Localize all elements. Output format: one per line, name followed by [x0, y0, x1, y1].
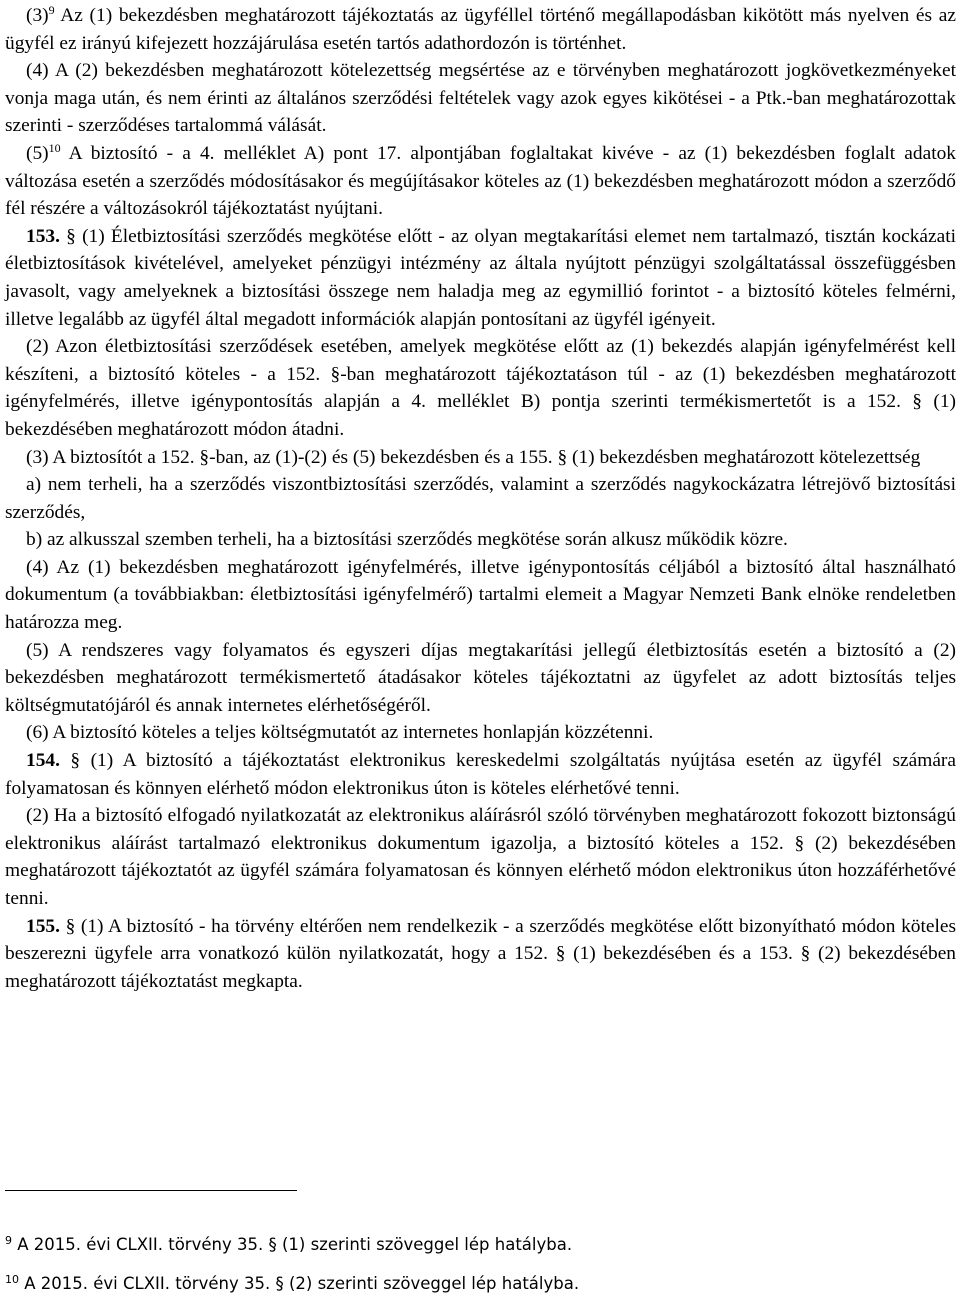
paragraph-text: (3) A biztosítót a 152. §-ban, az (1)-(2) és (5) bekezdésben és a 155. § (1) bekezdésben meghatározott kötelezettség: [26, 446, 921, 468]
paragraph-text: b) az alkusszal szemben terheli, ha a biztosítási szerződés megkötése során alkusz működik közre.: [26, 529, 788, 551]
paragraph-text: (6) A biztosító köteles a teljes költségmutatót az internetes honlapján közzétenni.: [26, 722, 654, 744]
paragraph-text: A biztosító - a 4. melléklet A) pont 17. alpontjában foglaltakat kivéve - az (1) bekezdésben foglalt adatok változása esetén a szerződés módosításakor és megújításakor köteles az (1) bekezdésben meghatározott módon a szerződő fél részére a változásokról tájékoztatást nyújtani.: [5, 142, 956, 220]
document-body: [5, 2, 956, 995]
section-153-paragraph-3: [5, 444, 956, 472]
footnote-mark: 10: [5, 1273, 19, 1286]
footnote-text: A 2015. évi CLXII. törvény 35. § (2) szerinti szöveggel lép hatályba.: [19, 1274, 580, 1293]
footnote-reference-10[interactable]: 10: [48, 140, 61, 155]
paragraph-number: (3): [26, 5, 49, 26]
section-153-paragraph-6: [5, 719, 956, 747]
paragraph-text: § (1) A biztosító - ha törvény eltérően nem rendelkezik - a szerződés megkötése előtt bizonyítható módon köteles beszerezni ügyfele arra vonatkozó külön nyilatkozatát, hogy a 152. § (1) bekezdésében és a 153. § (2) bekezdésében meghatározott tájékoztatást megkapta.: [5, 915, 956, 992]
footnote-10: [5, 1273, 579, 1295]
section-number-155: 155.: [26, 915, 60, 937]
section-153-paragraph-5: [5, 637, 956, 720]
paragraph-4: [5, 57, 956, 140]
section-153-paragraph-4: [5, 554, 956, 637]
paragraph-5-10: [5, 140, 956, 223]
section-155-paragraph-1: [5, 913, 956, 996]
paragraph-text: § (1) Életbiztosítási szerződés megkötése előtt - az olyan megtakarítási elemet nem tartalmazó, tisztán kockázati életbiztosítások kivételével, amelyeket pénzügyi intézmény az általa nyújtott pénzügyi szolgáltatással összefüggésben javasolt, vagy amelyeknek a biztosítási összege nem haladja meg az egymillió forintot - a biztosító köteles felmérni, illetve legalább az ügyfél által megadott információk alapján pontosítani az ügyfél igényeit.: [5, 225, 956, 330]
section-154-paragraph-2: [5, 802, 956, 912]
footnote-text: A 2015. évi CLXII. törvény 35. § (1) szerinti szöveggel lép hatályba.: [12, 1235, 573, 1254]
section-number-153: 153.: [26, 225, 60, 247]
section-number-154: 154.: [26, 750, 60, 772]
footnote-mark: 9: [5, 1234, 12, 1247]
footnote-reference-9[interactable]: 9: [48, 3, 55, 17]
paragraph-text: (4) A (2) bekezdésben meghatározott kötelezettség megsértése az e törvényben meghatározott jogkövetkezményeket vonja maga után, és nem érinti az általános szerződési feltételek vagy azok egyes kikötései - a Ptk.-ban meghatározottak szerinti - szerződéses tartalommá válását.: [5, 60, 956, 137]
footnote-9: [5, 1234, 572, 1256]
paragraph-text: Az (1) bekezdésben meghatározott tájékoztatás az ügyféllel történő megállapodásban kikötött más nyelven és az ügyfél ez irányú kifejezett hozzájárulása esetén tartós adathordozón is történhet.: [5, 5, 956, 54]
footnote-separator: [5, 1190, 297, 1191]
section-154-paragraph-1: [5, 747, 956, 802]
paragraph-3-9: [5, 2, 956, 57]
paragraph-text: (4) Az (1) bekezdésben meghatározott igényfelmérés, illetve igénypontosítás céljából a biztosító által használható dokumentum (a továbbiakban: életbiztosítási igényfelmérő) tartalmi elemeit a Magyar Nemzeti Bank elnöke rendeletben határozza meg.: [5, 556, 956, 634]
paragraph-text: (2) Azon életbiztosítási szerződések esetében, amelyek megkötése előtt az (1) bekezdés alapján igényfelmérést kell készíteni, a biztosító köteles - a 152. §-ban meghatározott tájékoztatáson túl - az (1) bekezdésben meghatározott igényfelmérés, illetve igénypontosítás alapján a 4. melléklet B) pontja szerinti termékismertetőt is a 152. § (1) bekezdésében meghatározott módon átadni.: [5, 336, 956, 440]
section-153-point-b: [5, 526, 956, 554]
section-153-point-a: [5, 471, 956, 526]
paragraph-text: (2) Ha a biztosító elfogadó nyilatkozatát az elektronikus aláírásról szóló törvényben meghatározott fokozott biztonságú elektronikus aláírást tartalmazó elektronikus dokumentum igazolja, a biztosító köteles a 152. § (2) bekezdésében meghatározott tájékoztatót az ügyfél számára folyamatosan és könnyen elérhető módon elektronikus úton hozzáférhetővé tenni.: [5, 805, 956, 909]
paragraph-text: (5) A rendszeres vagy folyamatos és egyszeri díjas megtakarítási jellegű életbiztosítás esetén a biztosító a (2) bekezdésben meghatározott termékismertető átadásakor köteles tájékoztatni az ügyfelet az adott biztosítás teljes költségmutatójáról és annak internetes elérhetőségéről.: [5, 639, 956, 716]
section-153-paragraph-1: [5, 223, 956, 333]
section-153-paragraph-2: [5, 333, 956, 443]
paragraph-number: (5): [26, 142, 49, 164]
paragraph-text: § (1) A biztosító a tájékoztatást elektronikus kereskedelmi szolgáltatás nyújtása esetén az ügyfél számára folyamatosan és könnyen elérhető módon elektronikus úton is köteles elérhetővé tenni.: [5, 750, 956, 799]
paragraph-text: a) nem terheli, ha a szerződés viszontbiztosítási szerződés, valamint a szerződés nagykockázatra létrejövő biztosítási szerződés,: [5, 474, 956, 523]
